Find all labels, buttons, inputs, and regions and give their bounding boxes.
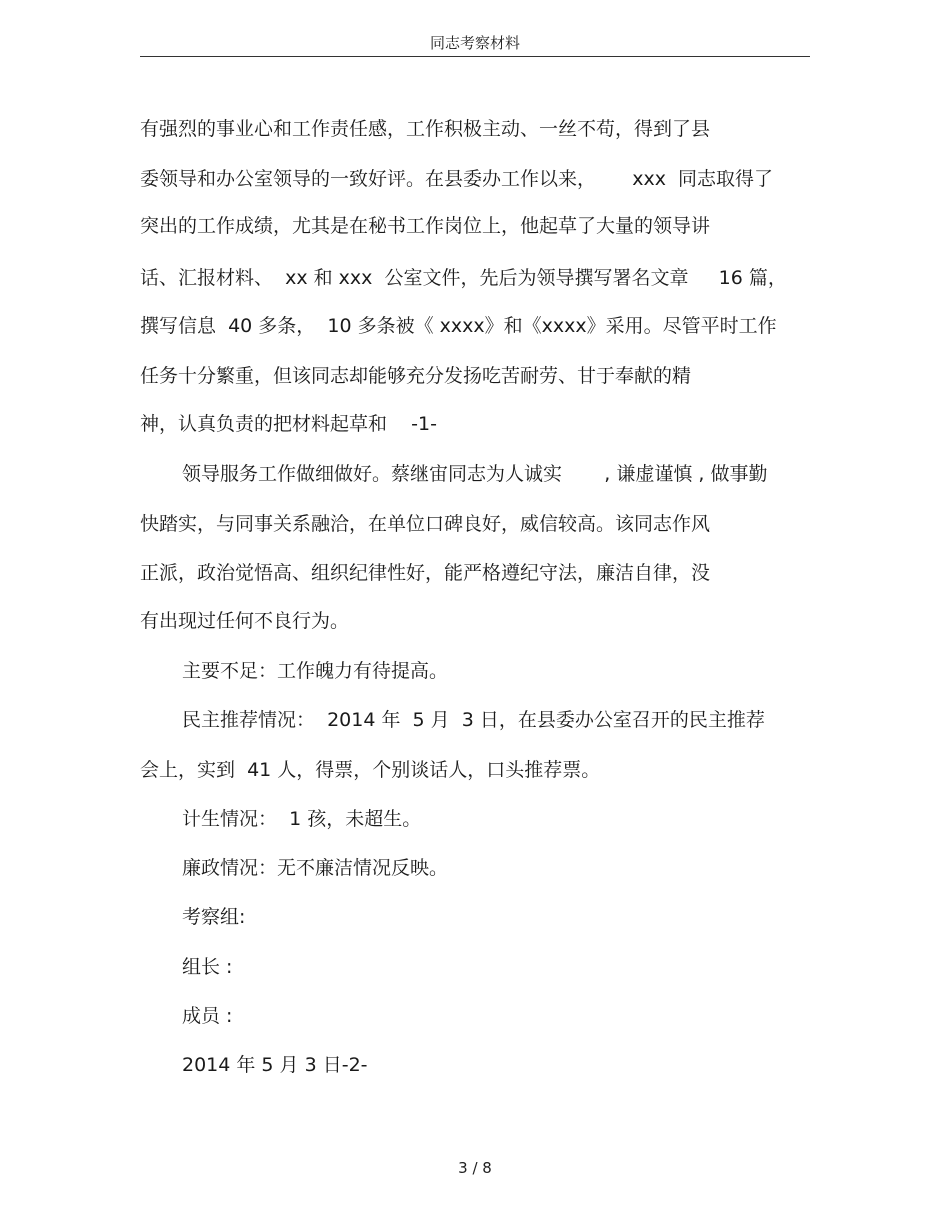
body-line: 会上，实到 41 人，得票，个别谈话人，口头推荐票。 (140, 759, 601, 781)
body-line: 有出现过任何不良行为。 (140, 610, 350, 632)
body-line: 民主推荐情况： 2014 年 5 月 3 日，在县委办公室召开的民主推荐 (182, 709, 765, 731)
body-line: 主要不足：工作魄力有待提高。 (182, 660, 449, 682)
body-line: 有强烈的事业心和工作责任感，工作积极主动、一丝不苟，得到了县 (140, 118, 711, 140)
body-line: 考察组: (182, 906, 246, 928)
body-line: 委领导和办公室领导的一致好评。在县委办工作以来， xxx 同志取得了 (140, 168, 774, 190)
body-line: 话、汇报材料、 xx 和 xxx 公室文件，先后为领导撰写署名文章 16 篇， (140, 267, 787, 289)
body-line: 组长 : (182, 956, 233, 978)
body-line: 成员 : (182, 1005, 233, 1027)
page-header-title: 同志考察材料 (429, 34, 520, 52)
body-line: 2014 年 5 月 3 日-2- (182, 1054, 368, 1076)
body-line: 快踏实，与同事关系融洽，在单位口碑良好，威信较高。该同志作风 (140, 513, 711, 535)
body-line: 神，认真负责的把材料起草和 -1- (140, 413, 437, 435)
body-line: 廉政情况：无不廉洁情况反映。 (182, 857, 449, 879)
body-line: 任务十分繁重，但该同志却能够充分发扬吃苦耐劳、甘于奉献的精 (140, 365, 692, 387)
body-line: 计生情况： 1 孩，未超生。 (182, 808, 422, 830)
header-divider (140, 56, 810, 57)
body-line: 撰写信息 40 多条， 10 多条被《 xxxx》和《xxxx》采用。尽管平时工作 (140, 315, 777, 337)
body-line: 突出的工作成绩，尤其是在秘书工作岗位上，他起草了大量的领导讲 (140, 215, 711, 237)
body-line: 正派，政治觉悟高、组织纪律性好，能严格遵纪守法，廉洁自律，没 (140, 562, 711, 584)
page-indicator: 3 / 8 (458, 1159, 492, 1177)
body-line: 领导服务工作做细做好。蔡继宙同志为人诚实 , 谦虚谨慎 , 做事勤 (182, 463, 768, 485)
